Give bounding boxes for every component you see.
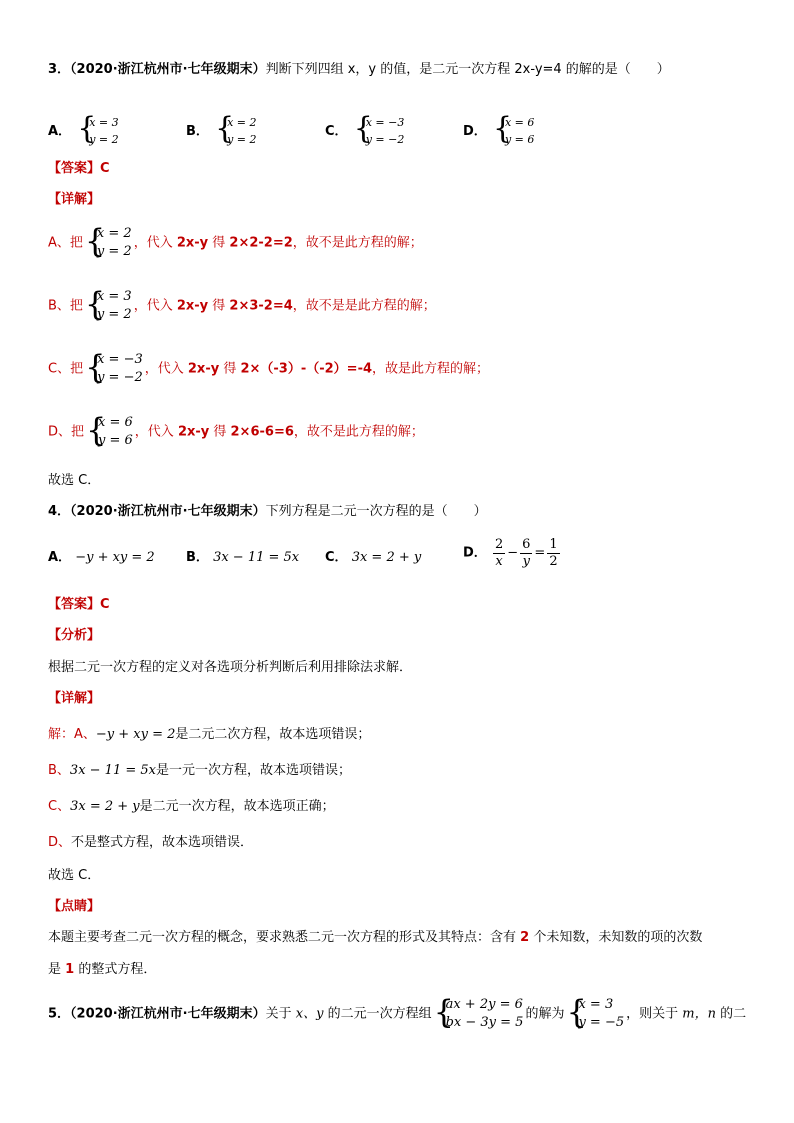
q3-options (48, 104, 748, 144)
q4-options (48, 537, 748, 581)
q4-detail-a: 解：A、−y + xy = 2是二元二次方程，故本选项错误； (48, 727, 371, 742)
q3-number: 3． (48, 62, 71, 77)
q4-detail-c: C、3x = 2 + y是二元一次方程，故本选项正确； (48, 799, 335, 814)
q4-comment-line1: 本题主要考查二元一次方程的概念，要求熟悉二元一次方程的形式及其特点：含有 2 个未知数，未知数的项的次数 (48, 930, 703, 945)
q3-stem (48, 61, 670, 79)
answer-tag: 【答案】 (48, 161, 101, 176)
q3-option-b (186, 111, 259, 149)
fraction: $\frac{2}{x}$ (494, 537, 504, 569)
q4-option-b: B． 3x − 11 = 5x (186, 550, 300, 565)
q4-detail-d: D、不是整式方程，故本选项错误． (48, 835, 254, 850)
equation-system: { x = 6 y = 6 (86, 411, 133, 449)
q5-source: （2020·浙江杭州市·七年级期末） (70, 1006, 266, 1022)
fraction: $\frac{6}{y}$ (522, 537, 531, 569)
q3-option-d (463, 111, 536, 149)
q4-option-c: C． 3x = 2 + y (325, 550, 422, 565)
equation-system: { x = 2 y = 2 (84, 222, 132, 260)
equation-system: { x = −3 y = −2 (85, 348, 143, 386)
q4-source: （2020·浙江杭州市·七年级期末） (70, 504, 266, 519)
q3-detail-d: D、把 { x = 6 y = 6 ，代入 2x-y 得 2×6-6=6，故不是此方程的解； (48, 411, 424, 449)
q4-detail-b: B、3x − 11 = 5x是一元一次方程，故本选项错误； (48, 763, 351, 778)
q4-stem-text: 下列方程是二元一次方程的是（ ） (265, 504, 487, 519)
q3-answer (48, 160, 110, 178)
q3-option-a (48, 111, 121, 149)
q3-detail-a: A、把 { x = 2 y = 2 ，代入 2x-y 得 2×2-2=2，故不是此方程的解； (48, 222, 423, 260)
fraction: $\frac{1}{2}$ (549, 537, 558, 569)
equation-system: { x = 3 y = −5 (566, 993, 625, 1031)
equation-system: { x = −3 y = −2 (353, 111, 405, 146)
q4-option-d: D． $\frac{2}{x}$ − $\frac{6}{y}$ = $\frac{1}{2}$ (463, 537, 558, 569)
q3-detail-b: B、把 { x = 3 y = 2 ，代入 2x-y 得 2×3-2=4，故不是是此方程的解； (48, 285, 436, 323)
option-label: A． (48, 124, 72, 139)
option-label: D． (463, 124, 487, 139)
q3-conclusion: 故选 C． (48, 473, 101, 488)
equation-system: { x = 6 y = 6 (492, 111, 535, 146)
option-label: B． (186, 124, 209, 139)
equation-system: { x = 3 y = 2 (77, 111, 119, 146)
answer-value: C (100, 161, 110, 176)
q5-number: 5． (48, 1006, 71, 1022)
q3-detail-c: C、把 { x = −3 y = −2 ，代入 2x-y 得 2×（-3）-（-2）=-4，故是此方程的解； (48, 348, 490, 386)
equation-system: { ax + 2y = 6 bx − 3y = 5 (433, 993, 524, 1031)
q3-option-c (325, 111, 406, 149)
q4-analysis-tag: 【分析】 (48, 628, 101, 643)
equation-system: { x = 2 y = 2 (215, 111, 257, 146)
q3-source: （2020·浙江杭州市·七年级期末） (70, 62, 266, 77)
q5-stem: 5．（2020·浙江杭州市·七年级期末）关于 x、y 的二元一次方程组 { ax + 2y = 6 bx − 3y = 5 的解为 { x = 3 y = −5 ，则关于 m，n 的二 (48, 993, 747, 1031)
q4-option-a: A． −y + xy = 2 (48, 550, 155, 565)
q4-number: 4． (48, 504, 71, 519)
q4-analysis-text: 根据二元一次方程的定义对各选项分析判断后利用排除法求解． (48, 660, 413, 675)
q4-comment-tag: 【点睛】 (48, 899, 101, 914)
q3-stem-text: 判断下列四组 x，y 的值，是二元一次方程 2x-y=4 的解的是（ ） (265, 62, 670, 77)
q4-detail-tag: 【详解】 (48, 691, 101, 706)
equation-system: { x = 3 y = 2 (84, 285, 132, 323)
option-label: C． (325, 124, 348, 139)
q4-stem (48, 503, 487, 521)
q4-answer: 【答案】C (48, 597, 110, 612)
q4-conclusion: 故选 C． (48, 868, 101, 883)
q4-comment-line2: 是 1 的整式方程． (48, 962, 157, 977)
q3-detail-tag: 【详解】 (48, 192, 101, 207)
